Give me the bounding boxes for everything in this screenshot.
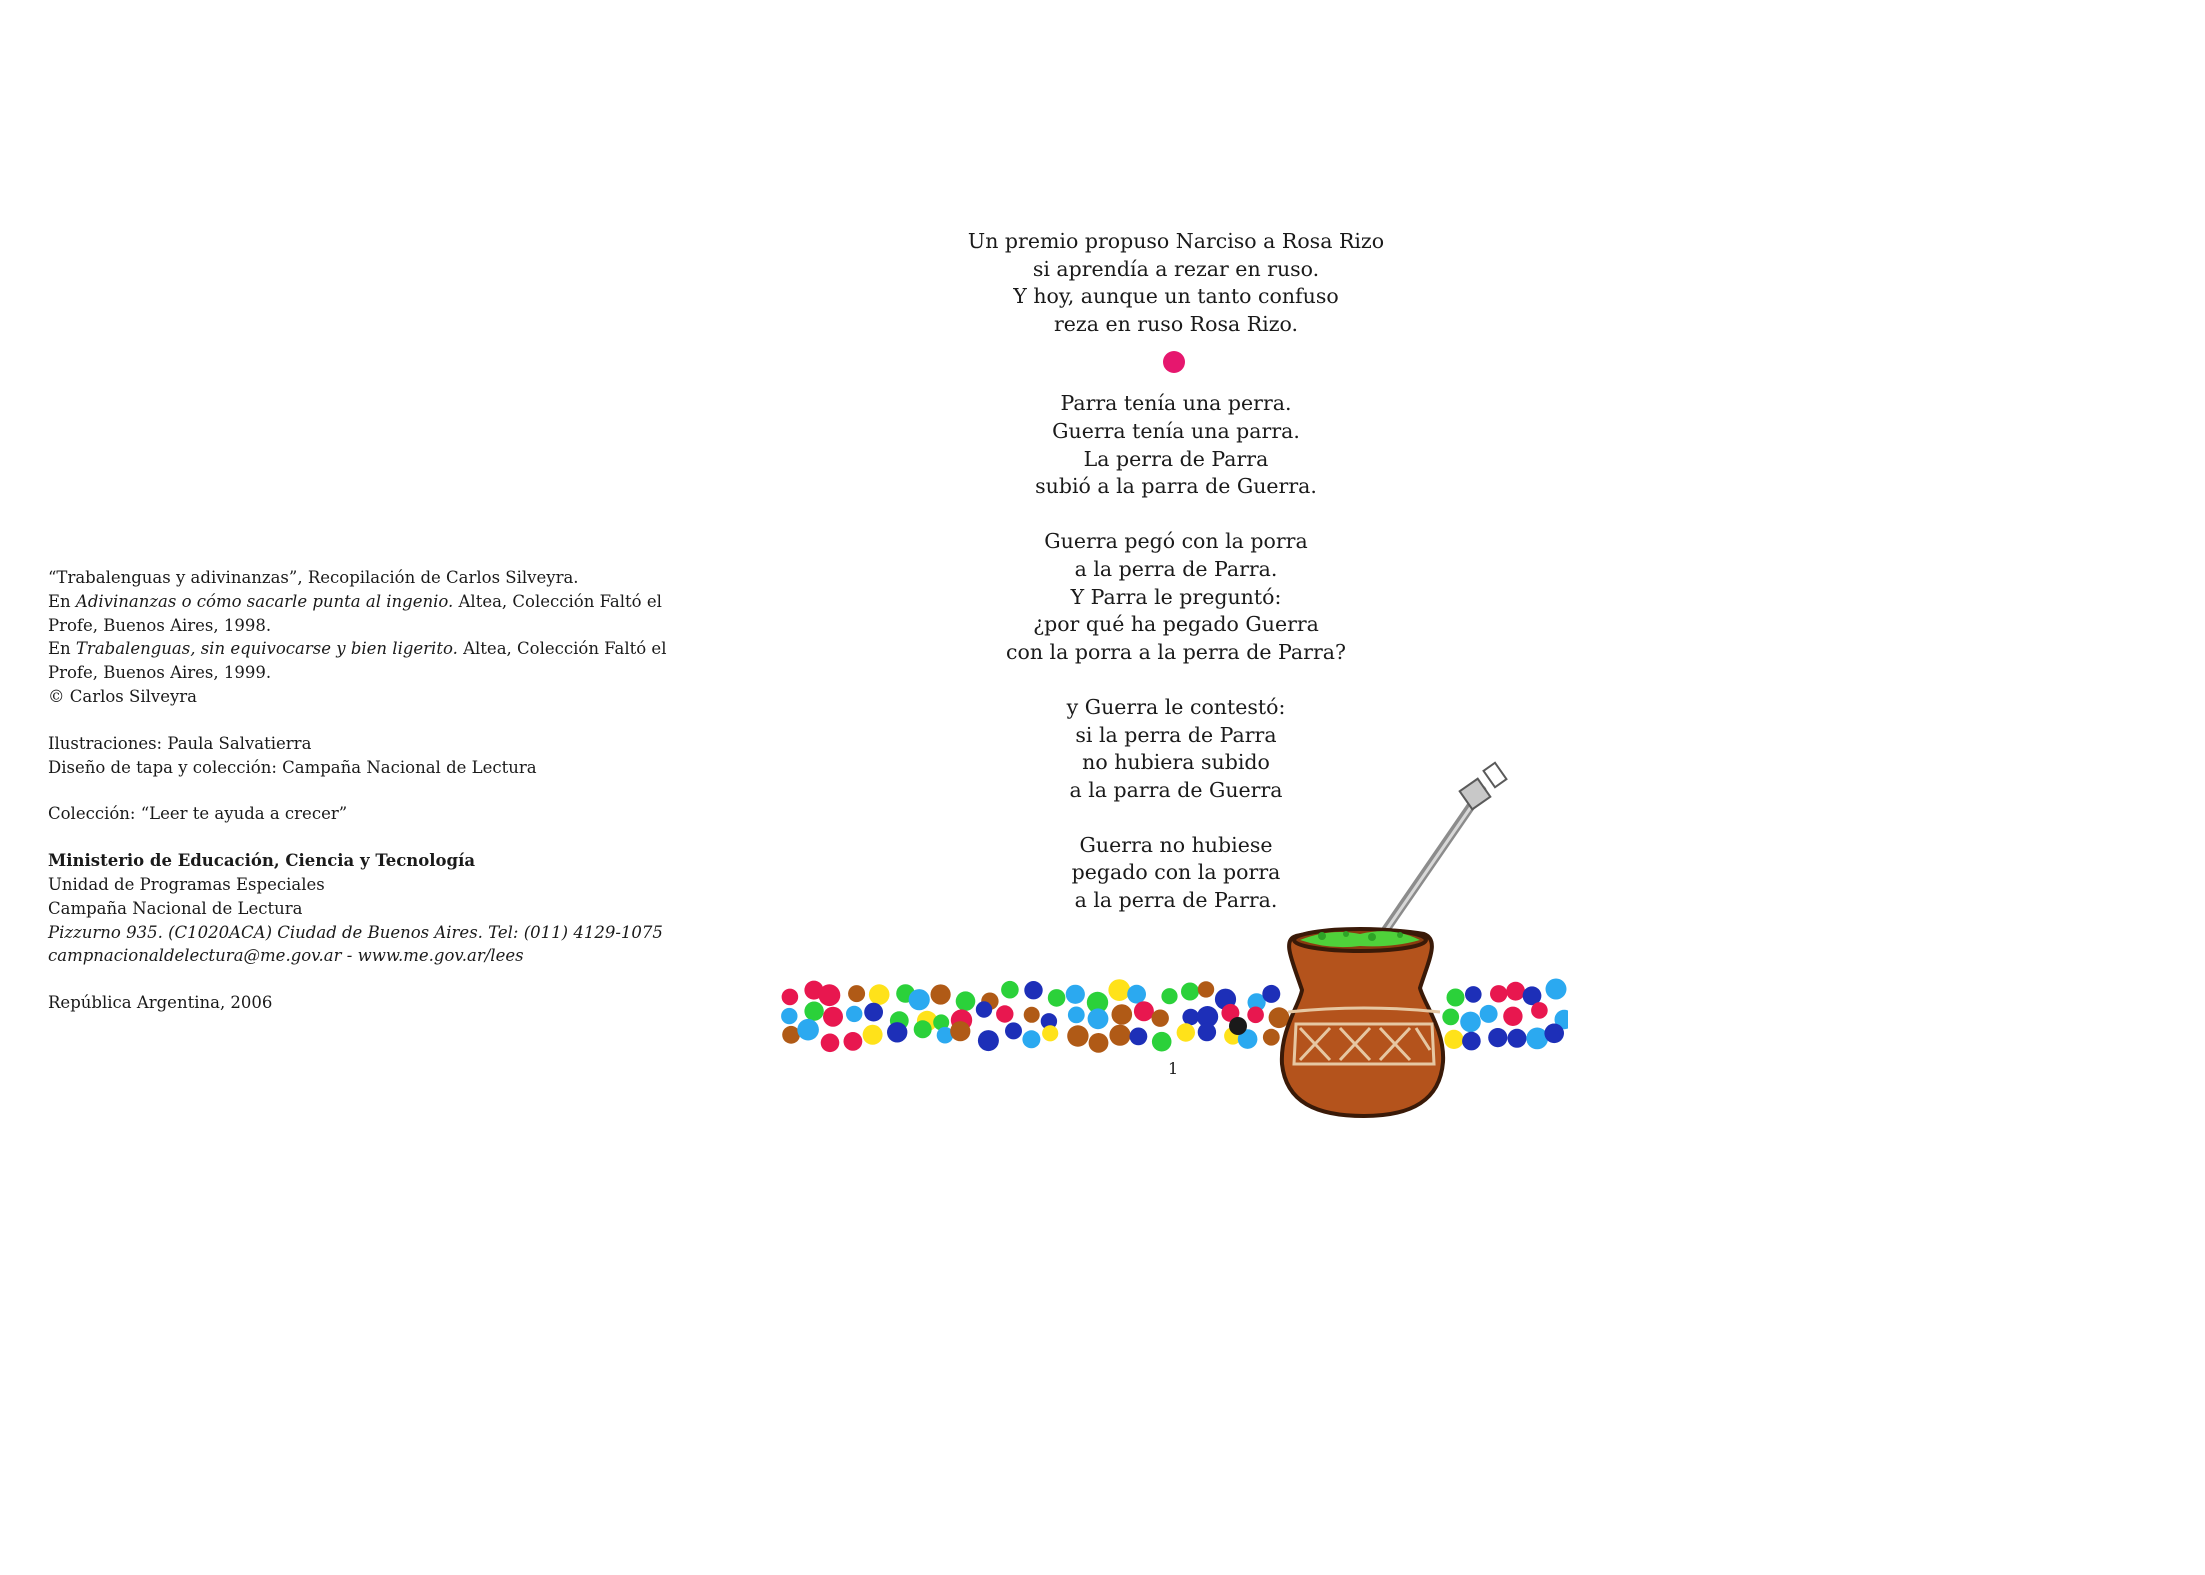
credit-book-title: Trabalenguas, sin equivocarse y bien ligerito. [75,639,458,659]
confetti-dot [887,1022,907,1042]
poem2-line: y Guerra le contestó: [1066,694,1286,719]
confetti-dot [1506,982,1525,1001]
poem2-stanza-2 [880,528,1472,666]
credit-source: “Trabalenguas y adivinanzas”, Recopilación de Carlos Silveyra. [48,568,579,587]
confetti-dot [1152,1010,1169,1027]
confetti-dot [846,1006,862,1022]
confetti-dot [781,1008,797,1024]
confetti-dot [1108,979,1130,1001]
confetti-dot [1001,981,1019,999]
confetti-dot [1531,1002,1548,1019]
ministry-name: Ministerio de Educación, Ciencia y Tecnología [48,851,476,871]
design-credit: Diseño de tapa y colección: Campaña Nacional de Lectura [48,757,537,777]
confetti-dot [821,1034,840,1053]
confetti-dot [1042,1025,1058,1041]
poem2-stanza-3 [880,694,1472,804]
confetti-dot [804,1002,823,1021]
confetti-dot [1130,1028,1148,1046]
confetti-dot [1229,1017,1247,1035]
address-text: Pizzurno 935. (C1020ACA) Ciudad de Buenos Aires. Tel: (011) 4129-1075 [48,922,663,942]
confetti-dot [848,985,865,1002]
confetti-dot [1198,1023,1216,1041]
poem2-line: si la perra de Parra [1075,722,1277,747]
confetti-dot [863,1025,883,1045]
poem2-line: Guerra tenía una parra. [1052,418,1300,443]
confetti-dot [1134,1001,1154,1021]
confetti-dots [781,979,1568,1053]
confetti-dot [1269,1007,1290,1028]
poem2-line: ¿por qué ha pegado Guerra [1033,612,1319,637]
credit-book-1-place: Profe, Buenos Aires, 1998. [48,615,272,635]
confetti-dot [996,1005,1013,1022]
poem2-stanza-4 [880,832,1472,915]
credit-book-2-place: Profe, Buenos Aires, 1999. [48,663,272,683]
unit-name: Unidad de Programas Especiales [48,874,325,894]
confetti-dot [844,1032,863,1051]
contact [48,944,748,968]
confetti-dot [1109,1025,1130,1046]
confetti-dot [1048,989,1066,1007]
confetti-dot [909,989,930,1010]
confetti-dot [1460,1012,1481,1033]
credit-book-1 [48,590,748,614]
confetti-dot [931,984,951,1004]
confetti-dot [976,1001,992,1017]
poem1-line: Y hoy, aunque un tanto confuso [1013,284,1339,309]
confetti-dot [1066,985,1085,1004]
confetti-dot [1127,985,1146,1004]
contact-text: campnacionaldelectura@me.gov.ar - www.me.gov.ar/lees [48,946,524,966]
poem2-line: no hubiera subido [1082,750,1270,775]
confetti-dot [864,1003,883,1022]
credit-book-title: Adivinanzas o cómo sacarle punta al ingenio. [75,591,454,611]
confetti-dot [1247,1007,1264,1024]
poems-block [880,228,1472,942]
illustrations-credit: Ilustraciones: Paula Salvatierra [48,733,312,753]
confetti-dot [1005,1022,1022,1039]
confetti-dot [1263,1029,1280,1046]
page-number: 1 [1168,1059,1179,1078]
poem2-line: pegado con la porra [1071,860,1281,885]
confetti-dot [978,1030,999,1051]
confetti-dot [1088,1008,1109,1029]
poem2-line: La perra de Parra [1083,446,1269,471]
confetti-dot [1462,1032,1481,1051]
poem2-stanza-1 [880,390,1472,500]
poem2-line: Guerra no hubiese [1079,832,1273,857]
confetti-dot [819,984,841,1006]
credit-book-2 [48,637,748,661]
confetti-dot [1024,981,1042,999]
country-year: República Argentina, 2006 [48,993,273,1013]
confetti-dot [1444,1030,1463,1049]
confetti-dot [1198,981,1214,997]
confetti-dot [1161,988,1177,1004]
spacer [48,968,748,991]
confetti-dot [956,991,976,1011]
confetti-dot [1262,985,1280,1003]
campaign-name: Campaña Nacional de Lectura [48,898,303,918]
confetti-dot [797,1019,819,1041]
confetti-dot [1508,1029,1527,1048]
collection-name: Colección: “Leer te ayuda a crecer” [48,804,348,824]
confetti-dot [782,989,799,1006]
poem1-line: reza en ruso Rosa Rizo. [1053,311,1299,336]
confetti-dot [1067,1025,1088,1046]
poem1-line: Un premio propuso Narciso a Rosa Rizo [967,229,1385,253]
credit-publisher: Altea, Colección Faltó el [453,591,662,611]
confetti-dot [823,1007,843,1027]
confetti-dot [1182,1009,1199,1026]
spacer [48,779,748,802]
poem2-line: subió a la parra de Guerra. [1035,474,1317,499]
confetti-dot [1488,1028,1507,1047]
confetti-dot [1490,985,1507,1002]
confetti-dot [1177,1023,1195,1041]
confetti-dot [1503,1007,1522,1026]
poem2-line: a la perra de Parra. [1074,888,1278,913]
confetti-dot [782,1026,800,1044]
confetti-dot [1442,1009,1459,1026]
confetti-dot [1024,1007,1040,1023]
confetti-dot [1181,983,1199,1001]
confetti-dot [1544,1024,1564,1044]
poem2-line: con la porra a la perra de Parra? [1006,639,1346,664]
confetti-dot [1089,1033,1109,1053]
poem2-line: a la perra de Parra. [1074,556,1278,581]
confetti-dot [1152,1032,1172,1052]
poem1-line: si aprendía a rezar en ruso. [1032,256,1320,281]
address [48,921,748,945]
credit-prefix: En [48,591,76,611]
credits-block [48,566,748,1015]
confetti-dot [1465,986,1482,1003]
separator-dot-icon [1163,351,1185,373]
poem2-line: Parra tenía una perra. [1060,391,1292,416]
poem2-line: Guerra pegó con la porra [1044,529,1308,554]
spacer [48,709,748,732]
confetti-dot [1022,1030,1040,1048]
poem2-line: a la parra de Guerra [1069,777,1283,802]
confetti-dot [1447,989,1465,1007]
confetti-dot [1480,1005,1498,1023]
confetti-dot [950,1021,970,1041]
confetti-dot [1068,1007,1085,1024]
credit-publisher: Altea, Colección Faltó el [457,639,667,659]
spacer [48,826,748,849]
copyright-notice: © Carlos Silveyra [48,686,198,706]
poem2-line: Y Parra le preguntó: [1070,584,1282,609]
confetti-dot [1546,979,1567,1000]
credit-prefix: En [48,639,76,659]
confetti-dot [1112,1004,1133,1025]
confetti-dot [914,1020,932,1038]
confetti-dot [869,984,890,1005]
